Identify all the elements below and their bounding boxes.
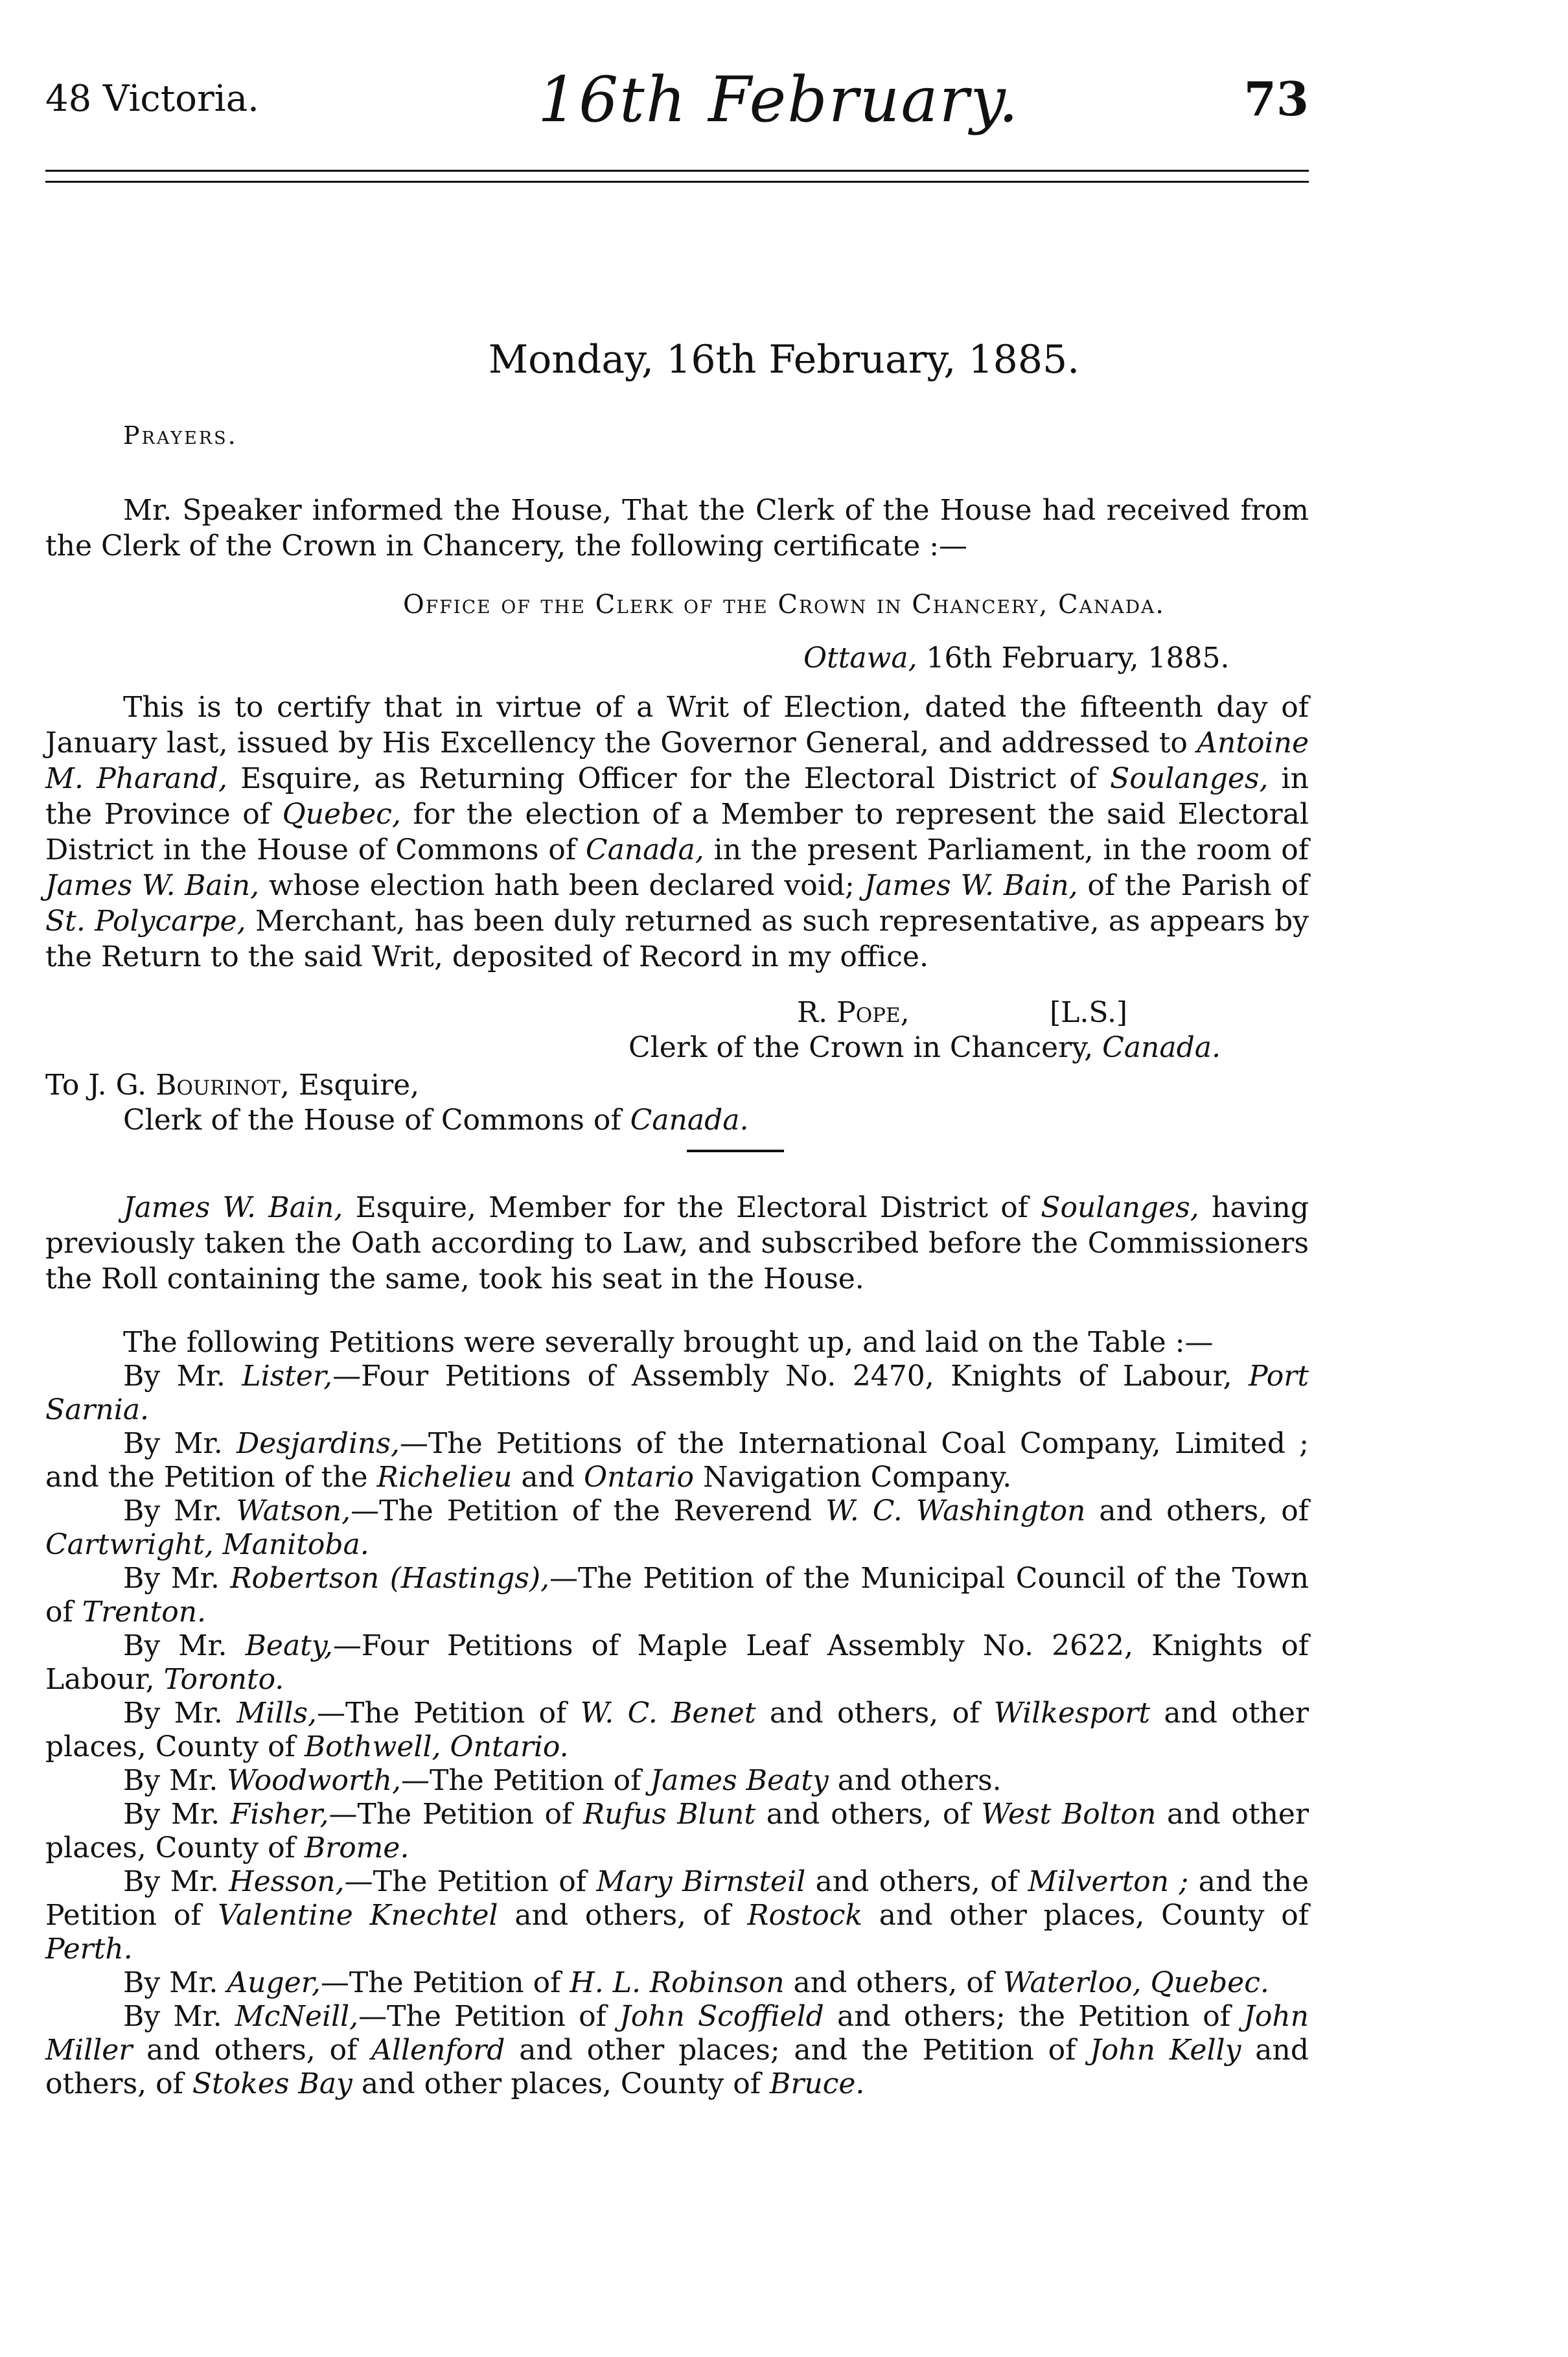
- italic-run: James W. Bain,: [45, 869, 260, 902]
- italic-run: Port Sarnia.: [45, 1360, 1309, 1426]
- petition-entry: [45, 1427, 1309, 1494]
- italic-run: W. C. Washington: [825, 1494, 1086, 1527]
- text-run: Esquire, as Returning Officer for the Electoral District of: [227, 762, 1111, 795]
- text-run: and others, of: [755, 1798, 982, 1831]
- running-header: [45, 64, 1309, 143]
- text-run: and other places, County of: [45, 1697, 1309, 1763]
- text-run: By Mr.: [123, 1562, 231, 1595]
- addressee-line: To J. G. Bourinot, Esquire,: [45, 1069, 420, 1102]
- text-run: —The Petition of: [358, 2000, 620, 2033]
- petition-entry: [45, 1629, 1309, 1697]
- text-run: and other places, County of: [352, 2067, 770, 2100]
- text-run: and other places, County of: [862, 1899, 1309, 1932]
- petition-entry: [45, 1360, 1309, 1427]
- text-run: Navigation Company.: [693, 1461, 1012, 1494]
- italic-run: Bothwell, Ontario.: [304, 1730, 569, 1763]
- italic-run: St. Polycarpe,: [45, 905, 246, 938]
- header-date: 16th February.: [538, 64, 1020, 136]
- member-seated-paragraph: [45, 1190, 1309, 1297]
- text-run: By Mr.: [123, 1764, 227, 1797]
- italic-run: Wilkesport: [993, 1697, 1150, 1730]
- italic-run: H. L. Robinson: [570, 1966, 785, 1999]
- text-run: By Mr.: [123, 1427, 236, 1460]
- text-run: and others, of: [498, 1899, 748, 1932]
- text-run: and others, of: [805, 1865, 1028, 1898]
- italic-run: W. C. Benet: [580, 1697, 756, 1730]
- text-run: and other places; and the Petition of: [505, 2034, 1090, 2067]
- italic-run: Robertson (Hastings),: [230, 1562, 550, 1595]
- text-run: By Mr.: [123, 1865, 229, 1898]
- italic-run: James W. Bain,: [864, 869, 1078, 902]
- text-run: and others, of: [45, 2034, 1309, 2100]
- text-run: and others, of: [132, 2034, 372, 2067]
- italic-run: Antoine M. Pharand,: [45, 726, 1309, 795]
- italic-run: Richelieu: [376, 1461, 513, 1494]
- text-run: and other places, County of: [45, 1798, 1309, 1864]
- italic-run: James W. Bain,: [123, 1191, 343, 1224]
- text-run: —Four Petitions of Maple Leaf Assembly No. 2622, Knights of Labour,: [45, 1629, 1309, 1696]
- text-run: and others.: [828, 1764, 1002, 1797]
- text-run: By Mr.: [123, 1629, 246, 1662]
- italic-run: Auger,: [227, 1966, 321, 1999]
- italic-run: Waterloo, Quebec.: [1003, 1966, 1269, 1999]
- text-run: —The Petition of: [400, 1764, 651, 1797]
- italic-run: Trenton.: [82, 1596, 207, 1629]
- text-run: Merchant, has been duly returned as such representative, as appears by the Return to the said Writ, deposited of Record in my office.: [45, 905, 1309, 973]
- italic-run: Quebec,: [282, 798, 401, 831]
- text-run: and: [512, 1461, 584, 1494]
- text-run: —The Petitions of the International Coal Company, Limited ; and the Petition of the: [45, 1427, 1309, 1494]
- petitions-list: [45, 1360, 1309, 2101]
- petition-entry: [45, 1764, 1309, 1798]
- header-double-rule: [45, 170, 1309, 183]
- text-run: By Mr.: [123, 1494, 236, 1527]
- italic-run: John Kelly: [1090, 2034, 1241, 2067]
- italic-run: Soulanges,: [1110, 762, 1269, 795]
- italic-run: Stokes Bay: [192, 2067, 352, 2100]
- text-run: and others, of: [755, 1697, 994, 1730]
- petition-entry: [45, 1494, 1309, 1562]
- italic-run: Perth.: [45, 1933, 133, 1966]
- text-run: —The Petition of: [317, 1697, 581, 1730]
- petition-entry: [45, 1562, 1309, 1629]
- italic-run: Valentine Knechtel: [218, 1899, 498, 1932]
- text-run: having previously taken the Oath according to Law, and subscribed before the Commissioners the Roll containing the same, took his seat in the House.: [45, 1191, 1309, 1295]
- italic-run: Woodworth,: [227, 1764, 401, 1797]
- text-run: for the election of a Member to represent the said Electoral District in the House of Commons of: [45, 798, 1309, 866]
- text-run: whose election hath been declared void;: [259, 869, 864, 902]
- text-run: in the Province of: [45, 762, 1309, 831]
- text-run: and others; the Petition of: [824, 2000, 1244, 2033]
- italic-run: Ontario: [584, 1461, 694, 1494]
- certificate-place: Ottawa,: [803, 642, 917, 675]
- italic-run: Lister,: [242, 1360, 333, 1393]
- text-run: —The Petition of: [329, 1798, 583, 1831]
- italic-run: Bruce.: [770, 2067, 865, 2100]
- session-label: 48 Victoria.: [45, 78, 259, 120]
- italic-run: Cartwright, Manitoba.: [45, 1528, 369, 1561]
- text-run: Esquire, Member for the Electoral District of: [343, 1191, 1041, 1224]
- text-run: —The Petition of the Reverend: [351, 1494, 826, 1527]
- certificate-date: 16th February, 1885.: [917, 642, 1230, 675]
- italic-run: Milverton ;: [1028, 1865, 1189, 1898]
- text-run: By Mr.: [123, 2000, 235, 2033]
- certificate-body: [45, 690, 1309, 975]
- italic-run: Canada,: [585, 833, 704, 866]
- text-run: and the Petition of: [45, 1865, 1309, 1932]
- text-run: and others, of: [1085, 1494, 1309, 1527]
- italic-run: Fisher,: [230, 1798, 329, 1831]
- italic-run: Mary Birnsteil: [596, 1865, 806, 1898]
- text-run: By Mr.: [123, 1798, 231, 1831]
- prayers-label: Prayers.: [123, 421, 238, 450]
- petition-entry: [45, 1697, 1309, 1764]
- text-run: —The Petition of the Municipal Council of the Town of: [45, 1562, 1309, 1629]
- sitting-date-heading: Monday, 16th February, 1885.: [488, 337, 1080, 382]
- petition-entry: [45, 1798, 1309, 1865]
- section-divider: [687, 1150, 784, 1152]
- italic-run: Desjardins,: [236, 1427, 400, 1460]
- text-run: and others, of: [784, 1966, 1004, 1999]
- seal-mark: [L.S.]: [1050, 996, 1128, 1029]
- addressee-title: Clerk of the House of Commons of Canada.: [123, 1104, 749, 1137]
- petition-entry: [45, 2000, 1309, 2101]
- italic-run: West Bolton: [981, 1798, 1157, 1831]
- italic-run: Beaty,: [245, 1629, 333, 1662]
- text-run: —Four Petitions of Assembly No. 2470, Knights of Labour,: [332, 1360, 1249, 1393]
- italic-run: McNeill,: [235, 2000, 359, 2033]
- italic-run: John Miller: [45, 2000, 1309, 2067]
- text-run: By Mr.: [123, 1360, 242, 1393]
- italic-run: Rostock: [747, 1899, 863, 1932]
- text-run: —The Petition of: [320, 1966, 570, 1999]
- text-run: By Mr.: [123, 1697, 237, 1730]
- text-run: in the present Parliament, in the room of: [704, 833, 1309, 866]
- text-run: —The Petition of: [344, 1865, 597, 1898]
- italic-run: Watson,: [236, 1494, 351, 1527]
- italic-run: Allenford: [371, 2034, 505, 2067]
- italic-run: Hesson,: [229, 1865, 345, 1898]
- certificate-office-heading: Office of the Clerk of the Crown in Chancery, Canada.: [403, 590, 1165, 620]
- speaker-paragraph: Mr. Speaker informed the House, That the Clerk of the House had received from the Clerk of the Crown in Chancery, the following certificate :—: [45, 494, 1309, 563]
- italic-run: John Scoffield: [619, 2000, 824, 2033]
- italic-run: Toronto.: [163, 1663, 284, 1696]
- petition-entry: [45, 1966, 1309, 2000]
- text-run: By Mr.: [123, 1966, 227, 1999]
- text-run: This is to certify that in virtue of a Writ of Election, dated the fifteenth day of January last, issued by His Excellency the Governor General, and addressed to: [45, 691, 1309, 760]
- certificate-place-date: [803, 642, 1229, 675]
- signer-name: R. Pope,: [797, 996, 910, 1029]
- petitions-intro: The following Petitions were severally brought up, and laid on the Table :—: [123, 1326, 1214, 1359]
- signer-title: Clerk of the Crown in Chancery, Canada.: [628, 1031, 1221, 1064]
- italic-run: James Beaty: [650, 1764, 829, 1797]
- italic-run: Soulanges,: [1041, 1191, 1199, 1224]
- page-number: 73: [1243, 71, 1309, 126]
- italic-run: Rufus Blunt: [582, 1798, 756, 1831]
- italic-run: Brome.: [304, 1831, 409, 1864]
- text-run: of the Parish of: [1078, 869, 1309, 902]
- petition-entry: [45, 1865, 1309, 1966]
- italic-run: Mills,: [236, 1697, 317, 1730]
